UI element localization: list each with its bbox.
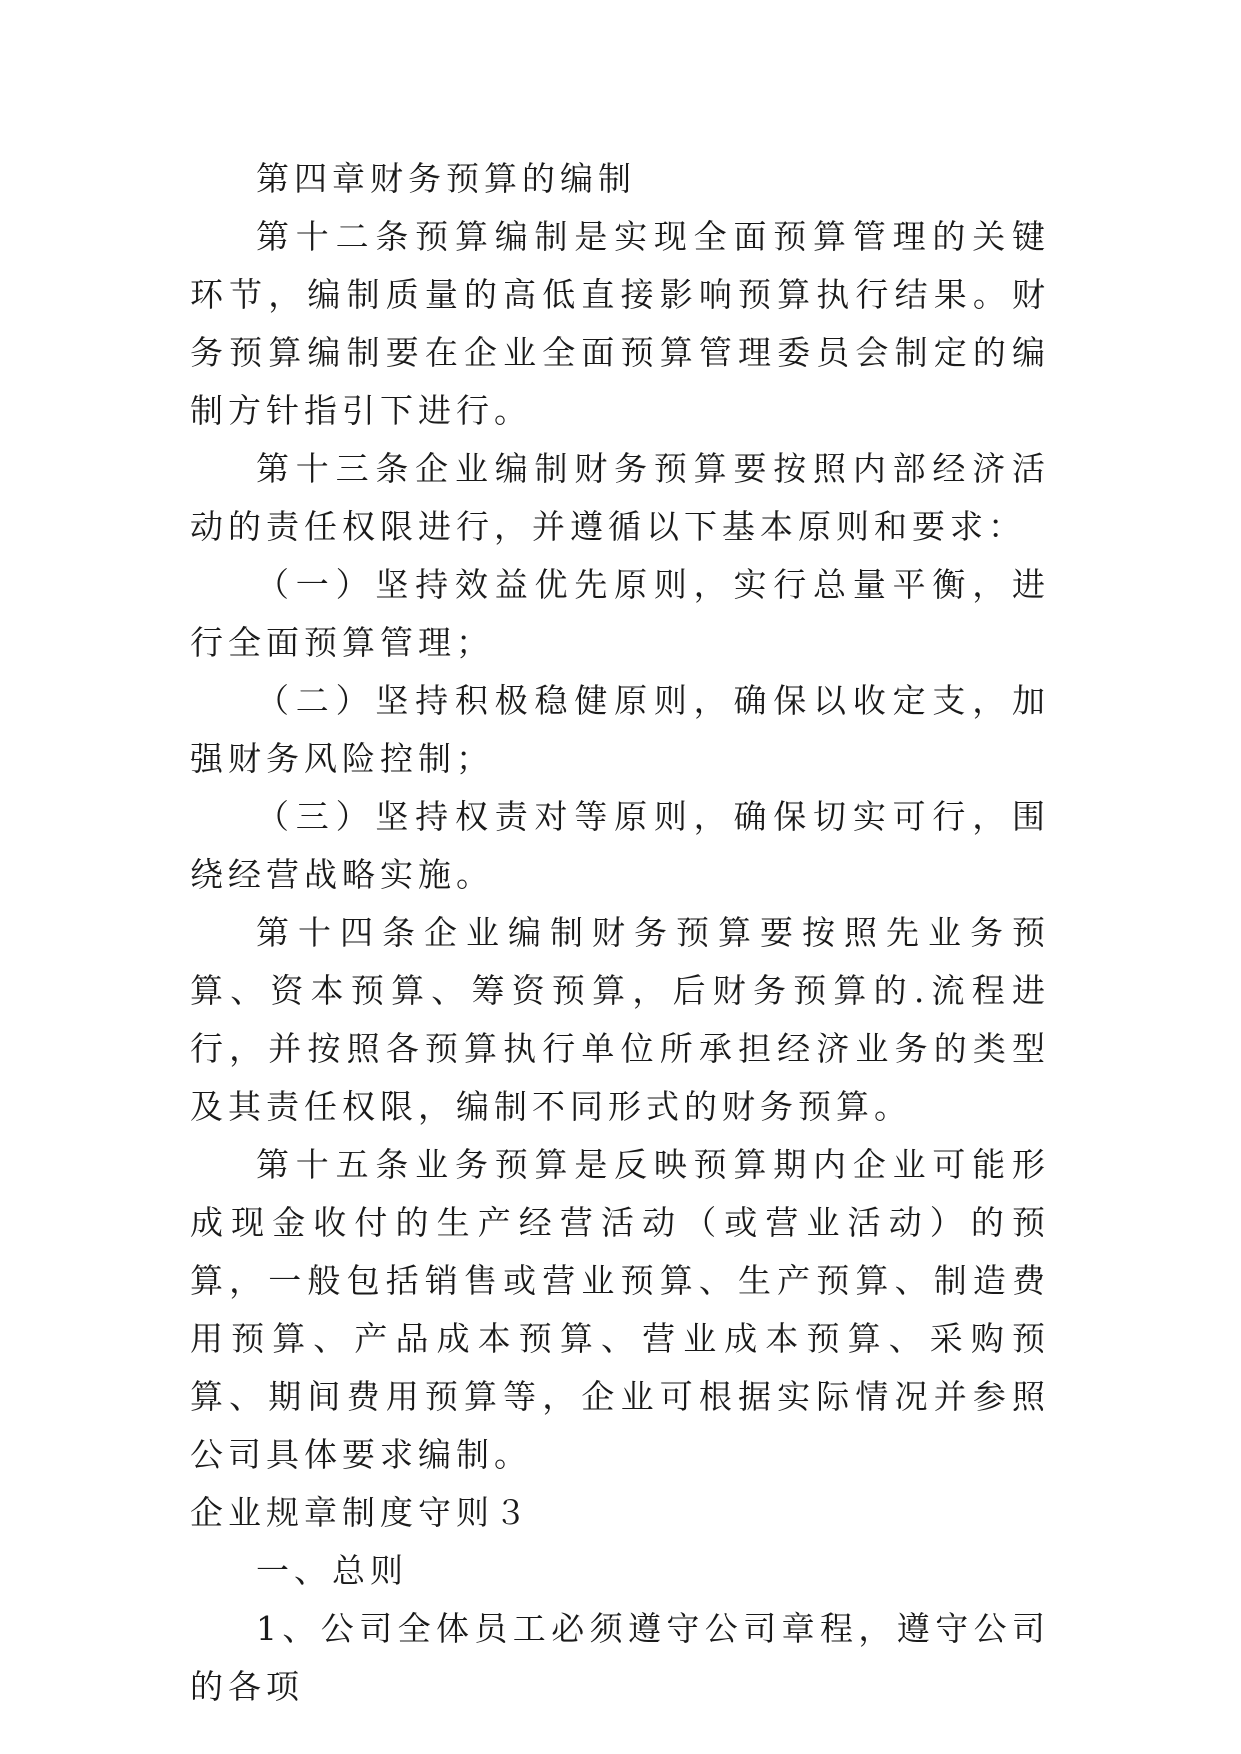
paragraph-principle-3: （三）坚持权责对等原则，确保切实可行，围绕经营战略实施。 (190, 797, 1050, 894)
paragraph-article-12: 第十二条预算编制是实现全面预算管理的关键环节，编制质量的高低直接影响预算执行结果。财务预算编制要在企业全面预算管理委员会制定的编制方针指引下进行。 (190, 217, 1050, 430)
chapter-heading: 第四章财务预算的编制 (256, 159, 636, 198)
section-title: 企业规章制度守则３ (190, 1493, 532, 1532)
paragraph-article-13: 第十三条企业编制财务预算要按照内部经济活动的责任权限进行，并遵循以下基本原则和要求： (190, 449, 1050, 546)
paragraph-article-15: 第十五条业务预算是反映预算期内企业可能形成现金收付的生产经营活动（或营业活动）的预算，一般包括销售或营业预算、生产预算、制造费用预算、产品成本预算、营业成本预算、采购预算、期间费用预算等，企业可根据实际情况并参照公司具体要求编制。 (190, 1145, 1050, 1474)
paragraph-rule-1: 1、公司全体员工必须遵守公司章程，遵守公司的各项 (190, 1609, 1050, 1706)
paragraph-article-14: 第十四条企业编制财务预算要按照先业务预算、资本预算、筹资预算，后财务预算的.流程进行，并按照各预算执行单位所承担经济业务的类型及其责任权限，编制不同形式的财务预算。 (190, 913, 1050, 1126)
subsection-heading: 一、总则 (256, 1551, 408, 1590)
document-page (190, 150, 1050, 1716)
paragraph-principle-2: （二）坚持积极稳健原则，确保以收定支，加强财务风险控制； (190, 681, 1050, 778)
paragraph-principle-1: （一）坚持效益优先原则，实行总量平衡，进行全面预算管理； (190, 565, 1050, 662)
